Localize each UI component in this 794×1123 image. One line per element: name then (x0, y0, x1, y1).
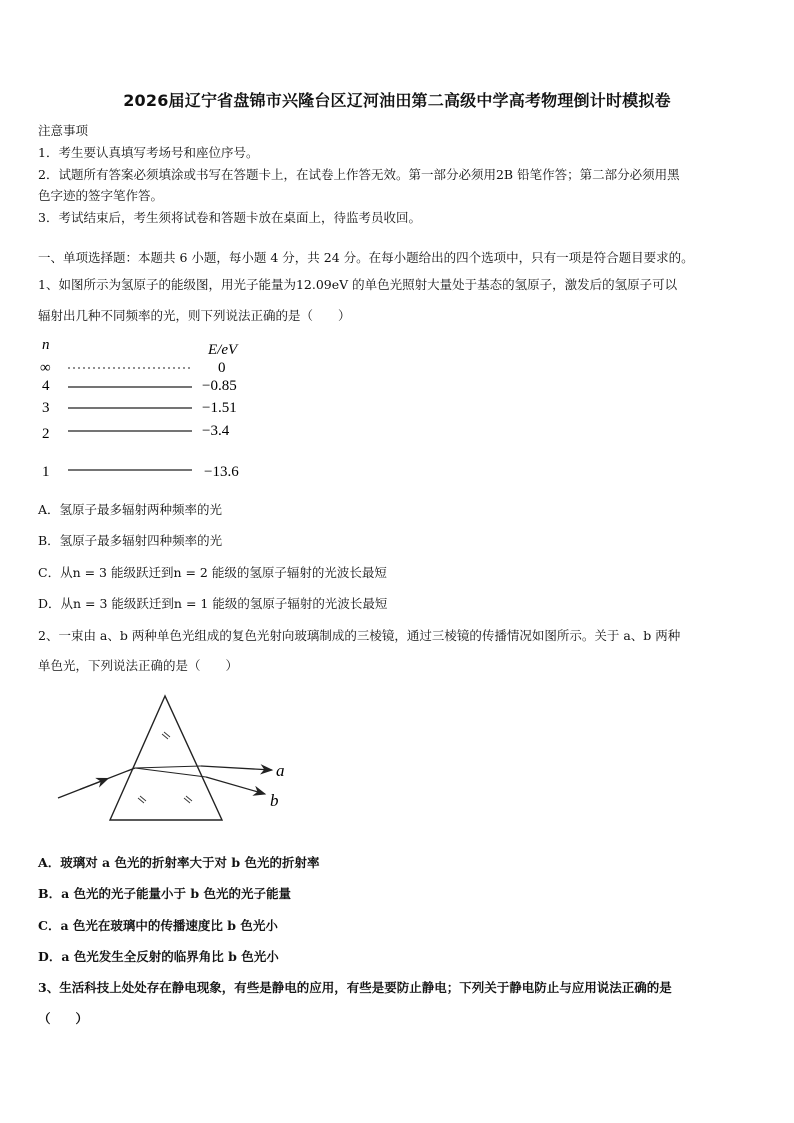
q1-option-d: D．从n = 3 能级跃迁到n = 1 能级的氢原子辐射的光波长最短 (38, 596, 388, 611)
energy-axis-label: E/eV (208, 342, 238, 358)
ray-label-a: a (276, 761, 285, 780)
notice-item-1: 1．考生要认真填写考场号和座位序号。 (38, 145, 259, 160)
level-n-1: 1 (42, 464, 50, 480)
notice-item-2-cont: 色字迹的签字笔作答。 (38, 188, 164, 203)
q1-option-a: A．氢原子最多辐射两种频率的光 (38, 502, 223, 517)
page-title: 2026届辽宁省盘锦市兴隆台区辽河油田第二高级中学高考物理倒计时模拟卷 (123, 91, 671, 110)
incident-ray-arrow (80, 779, 108, 790)
q1-option-b: B．氢原子最多辐射四种频率的光 (38, 533, 223, 548)
notice-item-2: 2．试题所有答案必须填涂或书写在答题卡上，在试卷上作答无效。第一部分必须用2B 铅笔作答；第二部分必须用黑 (38, 167, 680, 182)
prism-triangle (110, 696, 222, 820)
section-heading: 一、单项选择题：本题共 6 小题，每小题 4 分，共 24 分。在每小题给出的四个选项中，只有一项是符合题目要求的。 (38, 250, 694, 265)
q2-option-d: D．a 色光发生全反射的临界角比 b 色光小 (38, 949, 279, 964)
exit-ray-a (201, 766, 272, 770)
refracted-ray-a (135, 766, 201, 768)
q2-option-c: C．a 色光在玻璃中的传播速度比 b 色光小 (38, 918, 278, 933)
q2-stem-line1: 2、一束由 a、b 两种单色光组成的复色光射向玻璃制成的三棱镜，通过三棱镜的传播情况如图所示。关于 a、b 两种 (38, 628, 681, 643)
exit-ray-b (206, 777, 265, 794)
ray-label-b: b (270, 791, 279, 810)
prism-diagram (50, 688, 300, 828)
notice-heading: 注意事项 (38, 123, 89, 138)
q1-option-c: C．从n = 3 能级跃迁到n = 2 能级的氢原子辐射的光波长最短 (38, 565, 387, 580)
level-e-1: −13.6 (204, 464, 239, 480)
q2-stem-line2: 单色光，下列说法正确的是（ ） (38, 658, 239, 673)
notice-item-3: 3．考试结束后，考生须将试卷和答题卡放在桌面上，待监考员收回。 (38, 210, 421, 225)
refracted-ray-b (135, 768, 206, 777)
level-n-3: 3 (42, 400, 50, 416)
q1-stem-line2: 辐射出几种不同频率的光，则下列说法正确的是（ ） (38, 308, 351, 323)
level-n-2: 2 (42, 426, 50, 442)
q2-option-b: B．a 色光的光子能量小于 b 色光的光子能量 (38, 886, 291, 901)
level-e-3: −1.51 (202, 400, 237, 416)
q2-option-a: A．玻璃对 a 色光的折射率大于对 b 色光的折射率 (38, 855, 320, 870)
level-n-4: 4 (42, 378, 50, 394)
level-n-inf: ∞ (40, 360, 51, 376)
q3-stem-line1: 3、生活科技上处处存在静电现象，有些是静电的应用，有些是要防止静电；下列关于静电防止与应用说法正确的是 (38, 980, 672, 995)
q1-stem-line1: 1、如图所示为氢原子的能级图，用光子能量为12.09eV 的单色光照射大量处于基态的氢原子，激发后的氢原子可以 (38, 277, 678, 292)
level-e-2: −3.4 (202, 423, 230, 439)
level-e-inf: 0 (218, 360, 226, 376)
energy-level-diagram (30, 332, 270, 482)
q3-stem-line2: （ ） (38, 1011, 89, 1026)
level-e-4: −0.85 (202, 378, 237, 394)
n-axis-label: n (42, 337, 50, 353)
